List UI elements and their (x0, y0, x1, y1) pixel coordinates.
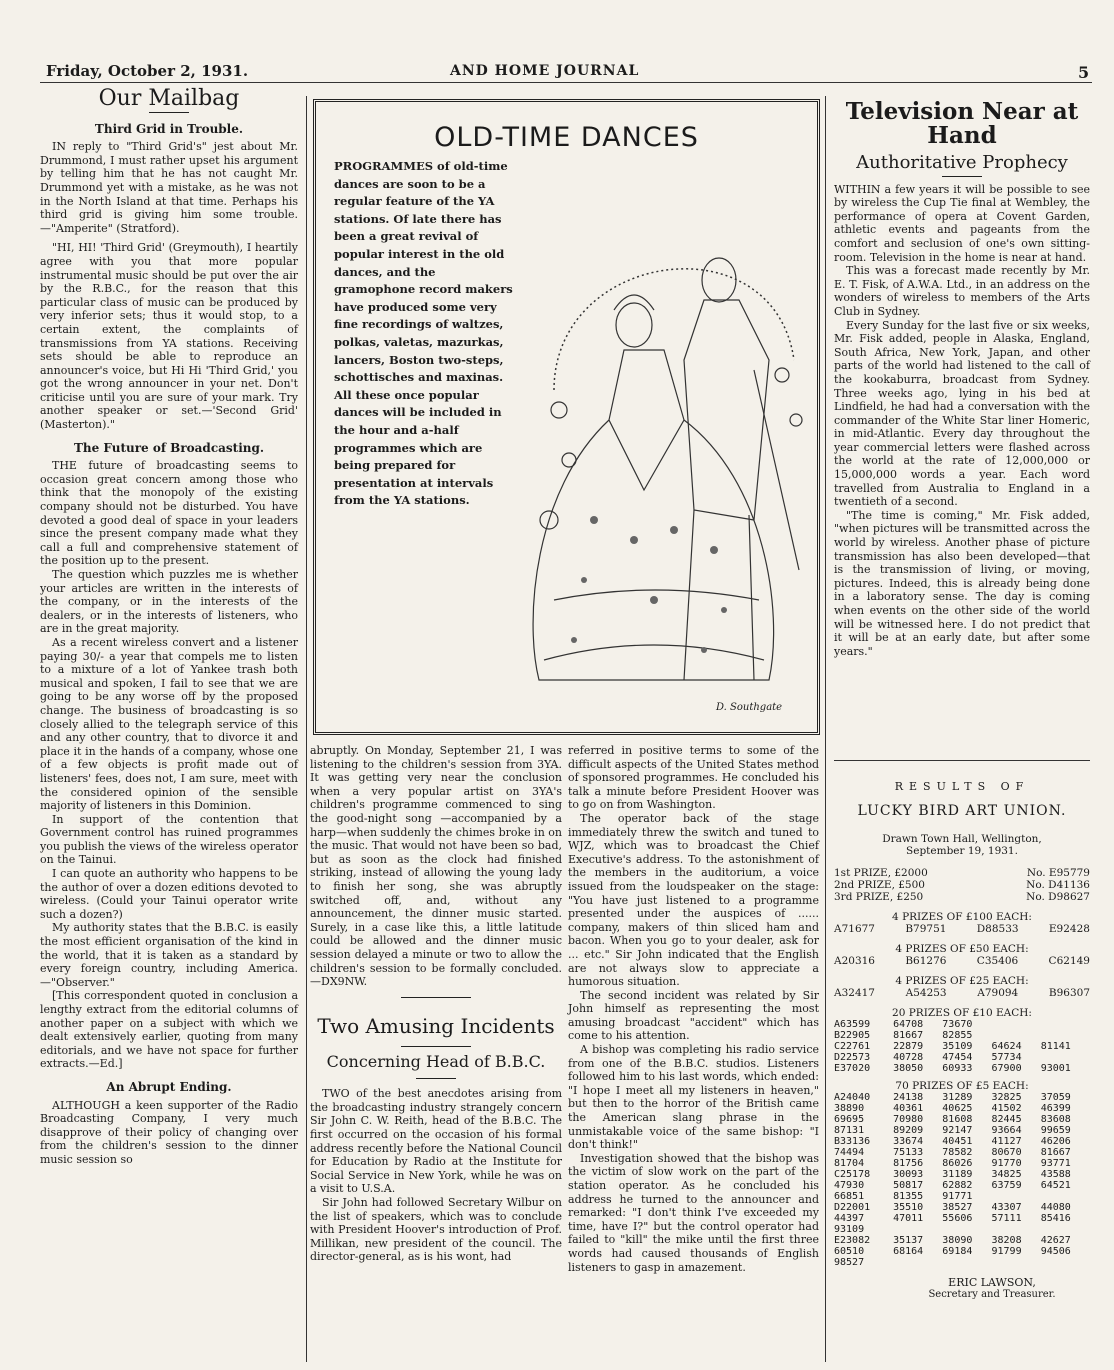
ticket-number: 43588 (1040, 1169, 1071, 1180)
ticket-number: B22905 (834, 1030, 871, 1041)
issue-date: Friday, October 2, 1931. (46, 62, 249, 80)
prize-row: 2nd PRIZE, £500 No. D41136 (834, 879, 1090, 891)
column-divider (825, 96, 826, 1362)
table-row (834, 1103, 1090, 1114)
table-row (834, 1041, 1090, 1052)
article-paragraph: The operator back of the stage immediately threw the switch and tuned to WJZ, which was to broadcast the Chief Executive's address. To the astonishment of the members in the auditorium, a voice issued from the loudspeaker on the stage: "You have just listened to a programme presented under the auspices of ...... company, makers of thin sliced ham and bacon. When you go to your dealer, ask for ... etc." Sir John indicated that the English are not always slow to appreciate a humorous situation. (568, 811, 819, 989)
ticket-number (1041, 1191, 1090, 1202)
ticket-number: 93771 (1040, 1158, 1071, 1169)
table-row (834, 1235, 1090, 1246)
ticket-number: 44397 (834, 1213, 865, 1224)
divider (401, 997, 471, 998)
ticket-number: 38527 (942, 1202, 973, 1213)
table-row (834, 1125, 1090, 1136)
column-three (568, 744, 819, 1274)
ticket-number: 93109 (834, 1224, 865, 1235)
ticket-number (942, 1257, 991, 1268)
table-row (834, 1202, 1090, 1213)
table-row (834, 1092, 1090, 1103)
secretary-title: Secretary and Treasurer. (928, 1289, 1056, 1300)
ticket-number: 70980 (893, 1114, 924, 1125)
ticket-number: 60933 (942, 1063, 973, 1074)
ticket-number: 38890 (834, 1103, 865, 1114)
article-paragraph: referred in positive terms to some of the difficult aspects of the United States method of sponsored programmes. He concluded his talk a minute before President Hoover was to go on from Washington. (568, 744, 819, 812)
letter: IN reply to "Third Grid's" jest about Mr. Drummond, I must rather upset his argument by telling him that he has not caught Mr. Drummond yet with a mistake, as he was not in the North Island at that time. Perhaps his third grid is giving him some trouble.—"Amperite" (Stratford). (40, 140, 298, 235)
ticket-number: 81667 (893, 1030, 924, 1041)
ticket-number: B33136 (834, 1136, 871, 1147)
ticket-number: D22573 (834, 1052, 871, 1063)
table-row (834, 1019, 1090, 1030)
section-heading: The Future of Broadcasting. (73, 440, 265, 455)
ticket-number: A24040 (834, 1092, 871, 1103)
ticket-number: 41502 (991, 1103, 1022, 1114)
prize-heading: 4 PRIZES OF £25 EACH: (895, 975, 1029, 987)
editor-note: [This correspondent quoted in conclusion a lengthy extract from the editorial columns of another paper on a subject with which we dealt extensively earlier, quoting from many editorials, and we have not space for further extracts.—Ed.] (40, 989, 298, 1071)
ticket-number: 81141 (1040, 1041, 1071, 1052)
ticket-number: 22879 (893, 1041, 924, 1052)
letter: In support of the contention that Government control has ruined programmes you publish the views of the wireless operator on the Tainui. (40, 812, 298, 867)
ticket-number: 81756 (893, 1158, 924, 1169)
ticket-number: 35109 (942, 1041, 973, 1052)
ticket-number: 35510 (893, 1202, 924, 1213)
ticket-number: 74494 (834, 1147, 865, 1158)
ticket-number: 81355 (893, 1191, 924, 1202)
ticket-number: 31289 (942, 1092, 973, 1103)
article-subtitle: Concerning Head of B.B.C. (326, 1051, 546, 1071)
letter: "HI, HI! 'Third Grid' (Greymouth), I heartily agree with you that more popular instrumental music should be put over the air by the R.B.C., for the reason that this particular class of music can be produced by very inferior sets; thus it would stop, to a certain extent, the complaints of transmissions from YA stations. Receiving sets should be able to reproduce an announcer's voice, but Hi Hi 'Third Grid,' you got the wrong announcer in your net. Don't criticise until you are sure of your mark. Try another speaker or set.—'Second Grid' (Masterton)." (40, 241, 298, 432)
ticket-number (992, 1224, 1041, 1235)
top-prizes (834, 867, 1090, 903)
article-paragraph: A bishop was completing his radio service from one of the B.B.C. studios. Listeners followed him to his last words, which ended: "I hope I meet all my listeners in heaven," but then to the horror of the British came the American slang phrase in the unmistakable voice of the same bishop: "I don't think!" (568, 1043, 819, 1152)
prize-table-10 (834, 1019, 1090, 1074)
ticket-number: 64708 (893, 1019, 924, 1030)
ticket-number: 46206 (1040, 1136, 1071, 1147)
ticket-number: 69695 (834, 1114, 865, 1125)
ticket-number: 64624 (991, 1041, 1022, 1052)
ticket-number: 57111 (991, 1213, 1022, 1224)
ticket-number: 32825 (991, 1092, 1022, 1103)
ticket-number: 92147 (942, 1125, 973, 1136)
ticket-number (1041, 1257, 1090, 1268)
article-paragraph: "The time is coming," Mr. Fisk added, "when pictures will be transmitted across the world by wireless. Another phase of picture transmission has also been developed—that is the transmission of living, or moving, pictures. Indeed, this is already being done in a laboratory sense. The day is coming when events on the other side of the world will be witnessed here. I do not predict that it will be at an early date, but after some years." (834, 508, 1090, 658)
ticket-number: 87131 (834, 1125, 865, 1136)
ticket-number (1041, 1030, 1090, 1041)
ticket-number: 73670 (942, 1019, 973, 1030)
table-row (834, 1213, 1090, 1224)
tv-subtitle: Authoritative Prophecy (856, 152, 1068, 173)
ticket-number: C22761 (834, 1041, 871, 1052)
ticket-number: 91799 (991, 1246, 1022, 1257)
ticket-number: E23082 (834, 1235, 871, 1246)
ticket-number: 67900 (991, 1063, 1022, 1074)
ticket-number: 43307 (991, 1202, 1022, 1213)
old-time-dances-box (313, 99, 820, 735)
ticket-number: 40728 (893, 1052, 924, 1063)
ticket-number: 93001 (1040, 1063, 1071, 1074)
dances-text: PROGRAMMES of old-time dances are soon to be a regular feature of the YA stations. Of late there has been a great revival of popular interest in the old dances, and the gramophone record makers have produced some very fine recordings of waltzes, polkas, valetas, mazurkas, lancers, Boston two-steps, schottisches and maxinas. All these once popular dances will be included in the hour and a-half programmes which are being prepared for presentation at intervals from the YA stations. (334, 159, 513, 508)
prize-numbers: A71677 B79751 D88533 E92428 (834, 923, 1090, 935)
page-header (0, 60, 1114, 86)
ticket-number: 81667 (1040, 1147, 1071, 1158)
table-row (834, 1224, 1090, 1235)
ticket-number: 38208 (991, 1235, 1022, 1246)
divider (401, 1046, 471, 1047)
ticket-number: 91770 (991, 1158, 1022, 1169)
ticket-number (992, 1019, 1041, 1030)
ticket-number: 63759 (991, 1180, 1022, 1191)
ticket-number: E37020 (834, 1063, 871, 1074)
ticket-number: 69184 (942, 1246, 973, 1257)
ticket-number: 99659 (1040, 1125, 1071, 1136)
letter: The question which puzzles me is whether your articles are written in the interests of the company, or in the interests of the dealers, or in the interests of listeners, who are in the great majority. (40, 568, 298, 636)
ticket-number (942, 1224, 991, 1235)
ticket-number: A63599 (834, 1019, 871, 1030)
ticket-number: 98527 (834, 1257, 865, 1268)
ticket-number: 34825 (991, 1169, 1022, 1180)
masthead: AND HOME JOURNAL (450, 63, 640, 79)
ticket-number: 83608 (1040, 1114, 1071, 1125)
art-union-results (834, 780, 1090, 1300)
letter-continued: abruptly. On Monday, September 21, I was listening to the children's session from 3YA. It was getting very near the conclusion when a very popular artist on 3YA's children's programme commenced to sing the good-night song —accompanied by a harp—when suddenly the chimes broke in on the music. That would not have been so bad, but as soon as the clock had finished striking, instead of allowing the young lady to finish her song, she was abruptly switched off, and, without any announcement, the dinner music started. Surely, in a case like this, a little latitude could be allowed and the dinner music session delayed a minute or two to allow the children's session to be formally concluded.—DX9NW. (310, 744, 562, 989)
ticket-number: 47930 (834, 1180, 865, 1191)
prize-heading: 4 PRIZES OF £50 EACH: (895, 943, 1029, 955)
draw-date: September 19, 1931. (906, 845, 1018, 857)
ticket-number (1041, 1019, 1090, 1030)
article-paragraph: The second incident was related by Sir John himself as representing the most amusing broadcast "accident" which has come to his attention. (568, 988, 819, 1043)
television-column (834, 100, 1090, 658)
ticket-number: 31189 (942, 1169, 973, 1180)
table-row (834, 1257, 1090, 1268)
ticket-number: 89209 (893, 1125, 924, 1136)
ticket-number: 44080 (1040, 1202, 1071, 1213)
ticket-number: 81608 (942, 1114, 973, 1125)
table-row (834, 1052, 1090, 1063)
ticket-number: 38050 (893, 1063, 924, 1074)
table-row (834, 1030, 1090, 1041)
table-row (834, 1114, 1090, 1125)
prize-heading: 4 PRIZES OF £100 EACH: (892, 911, 1032, 923)
title-rule (149, 112, 189, 113)
ticket-number: 91771 (942, 1191, 973, 1202)
ticket-number: C25178 (834, 1169, 871, 1180)
mailbag-column (40, 86, 298, 1167)
ticket-number: 38090 (942, 1235, 973, 1246)
ticket-number: 94506 (1040, 1246, 1071, 1257)
table-row (834, 1169, 1090, 1180)
table-row (834, 1158, 1090, 1169)
ticket-number (992, 1257, 1041, 1268)
ticket-number: 33674 (893, 1136, 924, 1147)
section-heading: Third Grid in Trouble. (94, 121, 244, 136)
ticket-number: 47011 (893, 1213, 924, 1224)
prize-table-5 (834, 1092, 1090, 1268)
article-paragraph: This was a forecast made recently by Mr. E. T. Fisk, of A.W.A. Ltd., in an address on the wonders of wireless to members of the Arts Club in Sydney. (834, 264, 1090, 318)
art-union-name: LUCKY BIRD ART UNION. (857, 803, 1067, 819)
ticket-number: 82855 (942, 1030, 973, 1041)
tv-title: Television Near at Hand (845, 98, 1079, 149)
mailbag-title: Our Mailbag (98, 86, 240, 111)
ticket-number: 40625 (942, 1103, 973, 1114)
table-row (834, 1136, 1090, 1147)
article-title: Two Amusing Incidents (317, 1013, 555, 1038)
ticket-number: 30093 (893, 1169, 924, 1180)
ticket-number: 46399 (1040, 1103, 1071, 1114)
ticket-number: 37059 (1040, 1092, 1071, 1103)
ticket-number: 35137 (893, 1235, 924, 1246)
dances-title: OLD-TIME DANCES (434, 122, 699, 153)
ticket-number: 55606 (942, 1213, 973, 1224)
ticket-number: 42627 (1040, 1235, 1071, 1246)
table-row (834, 1191, 1090, 1202)
ticket-number: 85416 (1040, 1213, 1071, 1224)
ticket-number: 82445 (991, 1114, 1022, 1125)
ticket-number: 60510 (834, 1246, 865, 1257)
ticket-number: 24138 (893, 1092, 924, 1103)
results-top-rule (834, 760, 1090, 761)
article-paragraph: Sir John had followed Secretary Wilbur on the list of speakers, which was to conclude with President Hoover's introduction of Prof. Millikan, new president of the council. The director-general, as is his wont, had (310, 1196, 562, 1264)
letter: I can quote an authority who happens to be the author of over a dozen editions devoted to wireless. (Could your Tainui operator write such a dozen?) (40, 867, 298, 921)
ticket-number: 66851 (834, 1191, 865, 1202)
ticket-number: 50817 (893, 1180, 924, 1191)
ticket-number: 40451 (942, 1136, 973, 1147)
prize-numbers: A32417 A54253 A79094 B96307 (834, 987, 1090, 999)
letter: My authority states that the B.B.C. is easily the most efficient organisation of the kind in the world, that it is taken as a standard by every foreign country, including America.—"Observer." (40, 921, 298, 989)
results-title: RESULTS OF (894, 780, 1030, 793)
divider (416, 1078, 456, 1079)
column-divider (306, 96, 307, 1362)
column-two (310, 744, 562, 1264)
ticket-number: 86026 (942, 1158, 973, 1169)
article-paragraph: Investigation showed that the bishop was the victim of slow work on the part of the station operator. As he concluded his address he turned to the announcer and remarked: "I don't think I've exceeded my time, have I?" but the control operator had failed to "kill" the mike until the first three words had caused thousands of English listeners to gasp in amazement. (568, 1151, 819, 1274)
title-rule (942, 176, 982, 177)
page-number: 5 (1078, 63, 1090, 82)
ticket-number (893, 1257, 942, 1268)
ticket-number: 64521 (1040, 1180, 1071, 1191)
article-paragraph: Every Sunday for the last five or six weeks, Mr. Fisk added, people in Alaska, England, South Africa, New York, Japan, and other parts of the world had listened to the call of the kookaburra, broadcast from Sydney. Three weeks ago, lying in his bed at Lindfield, he had had a conversation with the commander of the White Star liner Homeric, in mid-Atlantic. Every day throughout the year commercial letters were flashed across the world at the rate of 12,000,000 or 15,000,000 words a year. Each word travelled from Australia to England in a twentieth of a second. (834, 318, 1090, 509)
section-heading: An Abrupt Ending. (106, 1079, 232, 1094)
table-row (834, 1246, 1090, 1257)
artist-signature: D. Southgate (716, 702, 783, 713)
ticket-number: 41127 (991, 1136, 1022, 1147)
ticket-number: D22001 (834, 1202, 871, 1213)
ticket-number: 78582 (942, 1147, 973, 1158)
ticket-number: 40361 (893, 1103, 924, 1114)
letter: As a recent wireless convert and a listener paying 30/- a year that compels me to listen to a mixture of a lot of Yankee trash both musical and spoken, I fail to see that we are going to be any worse off by the proposed change. The business of broadcasting is so closely allied to the telegraph service of this and any other country, that to divorce it and place it in the hands of a company, whose one of a few objects is profit made out of listeners' fees, does not, I am sure, meet with the considered opinion of the sensible majority of listeners in this Dominion. (40, 635, 298, 813)
letter: THE future of broadcasting seems to occasion great concern among those who think that the monopoly of the existing company should not be disturbed. You have devoted a good deal of space in your leaders since the present company made what they call a full and comprehensive statement of the position up to the present. (40, 459, 298, 568)
ticket-number: 93664 (991, 1125, 1022, 1136)
table-row (834, 1063, 1090, 1074)
article-paragraph: TWO of the best anecdotes arising from the broadcasting industry strangely concern Sir John C. W. Reith, head of the B.B.C. The first occurred on the occasion of his formal address recently before the National Council for Education by Radio at the Institute for Social Service in New York, while he was on a visit to U.S.A. (310, 1087, 562, 1196)
dancers-illustration (514, 160, 814, 730)
ticket-number: 68164 (893, 1246, 924, 1257)
ticket-number: 57734 (991, 1052, 1022, 1063)
ticket-number (1041, 1224, 1090, 1235)
table-row (834, 1147, 1090, 1158)
ticket-number: 81704 (834, 1158, 865, 1169)
header-rule (40, 82, 1092, 83)
ticket-number (992, 1030, 1041, 1041)
ticket-number: 75133 (893, 1147, 924, 1158)
prize-heading: 20 PRIZES OF £10 EACH: (892, 1007, 1032, 1019)
article-paragraph: WITHIN a few years it will be possible to see by wireless the Cup Tie final at Wembley, the performance of opera at Covent Garden, athletic events and pageants from the comfort and seclusion of one's own sitting-room. Television in the home is near at hand. (834, 182, 1090, 264)
prize-heading: 70 PRIZES OF £5 EACH: (895, 1080, 1029, 1092)
ticket-number: 47454 (942, 1052, 973, 1063)
ticket-number (1041, 1052, 1090, 1063)
prize-row: 1st PRIZE, £2000 No. E95779 (834, 867, 1090, 879)
prize-numbers: A20316 B61276 C35406 C62149 (834, 955, 1090, 967)
ticket-number (893, 1224, 942, 1235)
ticket-number: 62882 (942, 1180, 973, 1191)
ticket-number (992, 1191, 1041, 1202)
table-row (834, 1180, 1090, 1191)
ticket-number: 80670 (991, 1147, 1022, 1158)
letter: ALTHOUGH a keen supporter of the Radio Broadcasting Company, I very much disapprove of their policy of changing over from the children's session to the dinner music session so (40, 1098, 298, 1166)
draw-location: Drawn Town Hall, Wellington, (882, 833, 1042, 845)
prize-row: 3rd PRIZE, £250 No. D98627 (834, 891, 1090, 903)
secretary-name: ERIC LAWSON, (948, 1276, 1036, 1289)
